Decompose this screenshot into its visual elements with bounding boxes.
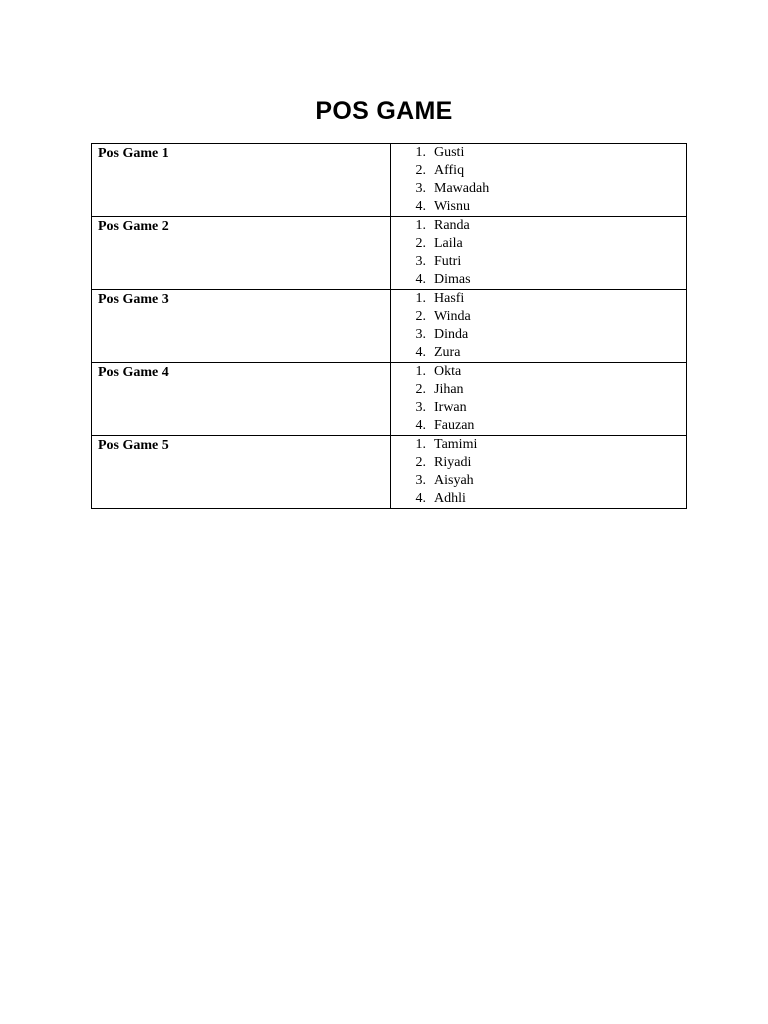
member-name: Okta xyxy=(434,364,462,379)
list-item xyxy=(391,417,686,435)
pos-members-cell xyxy=(391,217,687,290)
member-list xyxy=(391,436,686,508)
table-row xyxy=(92,436,687,509)
member-number: 3. xyxy=(415,254,426,269)
member-number: 2. xyxy=(415,163,426,178)
member-number: 4. xyxy=(415,418,426,433)
list-item xyxy=(391,308,686,326)
list-item xyxy=(391,436,686,454)
member-name: Randa xyxy=(434,218,470,233)
member-name: Fauzan xyxy=(434,418,475,433)
list-item xyxy=(391,381,686,399)
list-item xyxy=(391,144,686,162)
list-item xyxy=(391,326,686,344)
member-name: Aisyah xyxy=(434,473,474,488)
pos-name: Pos Game 2 xyxy=(98,219,169,234)
list-item xyxy=(391,344,686,362)
member-number: 3. xyxy=(415,473,426,488)
pos-name: Pos Game 5 xyxy=(98,438,169,453)
member-name: Hasfi xyxy=(434,291,465,306)
member-name: Affiq xyxy=(434,163,465,178)
page-title: POS GAME xyxy=(315,97,453,125)
member-number: 3. xyxy=(415,181,426,196)
member-name: Adhli xyxy=(434,491,466,506)
member-number: 4. xyxy=(415,491,426,506)
member-number: 1. xyxy=(415,145,426,160)
member-number: 1. xyxy=(415,291,426,306)
member-list xyxy=(391,217,686,289)
member-list xyxy=(391,363,686,435)
pos-name: Pos Game 1 xyxy=(98,146,169,161)
member-number: 2. xyxy=(415,309,426,324)
member-number: 2. xyxy=(415,236,426,251)
pos-members-cell xyxy=(391,436,687,509)
pos-name-cell xyxy=(92,144,391,217)
member-number: 4. xyxy=(415,272,426,287)
member-name: Irwan xyxy=(434,400,467,415)
member-name: Riyadi xyxy=(434,455,472,470)
pos-name-cell xyxy=(92,217,391,290)
list-item xyxy=(391,180,686,198)
member-number: 3. xyxy=(415,400,426,415)
table-row xyxy=(92,363,687,436)
member-name: Dinda xyxy=(434,327,469,342)
member-number: 3. xyxy=(415,327,426,342)
table-row xyxy=(92,217,687,290)
list-item xyxy=(391,490,686,508)
member-number: 1. xyxy=(415,364,426,379)
member-name: Mawadah xyxy=(434,181,490,196)
pos-name-cell xyxy=(92,436,391,509)
list-item xyxy=(391,235,686,253)
member-name: Wisnu xyxy=(434,199,470,214)
member-name: Jihan xyxy=(434,382,464,397)
member-number: 1. xyxy=(415,218,426,233)
list-item xyxy=(391,162,686,180)
table-row xyxy=(92,144,687,217)
list-item xyxy=(391,399,686,417)
list-item xyxy=(391,363,686,381)
list-item xyxy=(391,454,686,472)
member-name: Gusti xyxy=(434,145,465,160)
member-name: Laila xyxy=(434,236,463,251)
list-item xyxy=(391,253,686,271)
table-row xyxy=(92,290,687,363)
member-name: Futri xyxy=(434,254,462,269)
pos-name: Pos Game 4 xyxy=(98,365,169,380)
list-item xyxy=(391,198,686,216)
member-name: Zura xyxy=(434,345,461,360)
pos-game-table xyxy=(91,143,687,509)
list-item xyxy=(391,472,686,490)
list-item xyxy=(391,217,686,235)
member-number: 4. xyxy=(415,199,426,214)
member-name: Tamimi xyxy=(434,437,478,452)
member-number: 1. xyxy=(415,437,426,452)
member-name: Winda xyxy=(434,309,471,324)
member-number: 2. xyxy=(415,382,426,397)
member-list xyxy=(391,144,686,216)
pos-name-cell xyxy=(92,290,391,363)
list-item xyxy=(391,290,686,308)
member-number: 4. xyxy=(415,345,426,360)
pos-members-cell xyxy=(391,363,687,436)
list-item xyxy=(391,271,686,289)
member-list xyxy=(391,290,686,362)
pos-name-cell xyxy=(92,363,391,436)
pos-name: Pos Game 3 xyxy=(98,292,169,307)
pos-members-cell xyxy=(391,144,687,217)
member-name: Dimas xyxy=(434,272,471,287)
table-body xyxy=(92,144,687,509)
member-number: 2. xyxy=(415,455,426,470)
pos-members-cell xyxy=(391,290,687,363)
